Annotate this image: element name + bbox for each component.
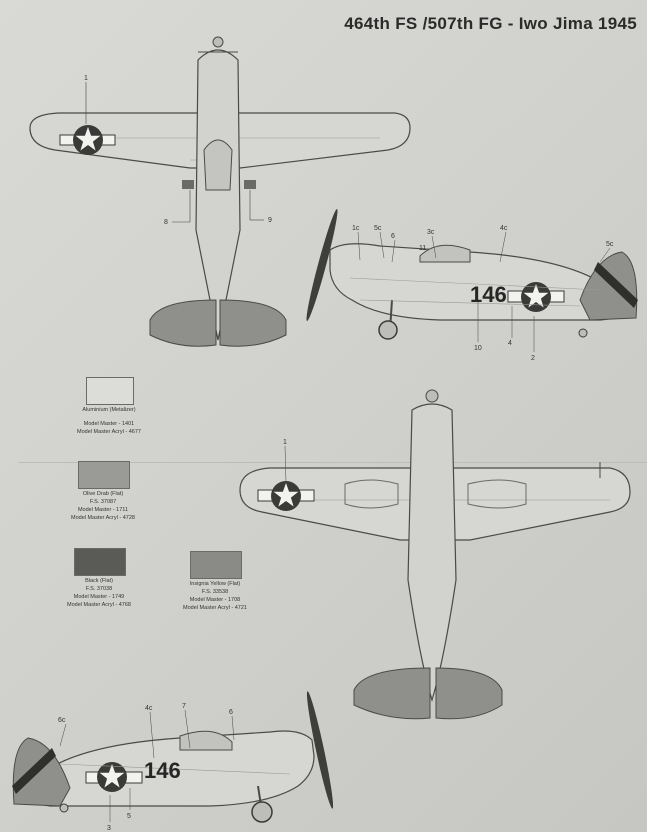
swatch-insignia-yellow (190, 551, 242, 579)
callout-side-right-1c: 1c (352, 225, 360, 232)
callout-side-right-4c: 4c (500, 225, 508, 232)
swatch-olive-drab-label (48, 490, 158, 522)
callout-side-right-4: 4 (508, 340, 512, 347)
callout-side-right-11: 11 (419, 245, 427, 252)
callout-side-right-10: 10 (474, 345, 482, 352)
swatch-olive-drab (78, 461, 130, 489)
swatch-black-fs: F.S. 37038 (85, 586, 113, 592)
swatch-olive-drab-fs: F.S. 37087 (89, 499, 117, 505)
page-title: 464th FS /507th FG - Iwo Jima 1945 (344, 14, 637, 33)
aircraft-code-left: 146 (144, 758, 181, 783)
swatch-aluminium-mm: Model Master - 1401 (83, 421, 135, 427)
swatch-olive-drab-mma: Model Master Acryl - 4728 (71, 515, 135, 521)
callout-top-1: 1 (84, 75, 88, 82)
swatch-insignia-yellow-fs: F.S. 33538 (201, 589, 229, 595)
callout-side-left-7: 7 (182, 703, 186, 710)
swatch-insignia-yellow-mma: Model Master Acryl - 4721 (183, 605, 247, 611)
swatch-insignia-yellow-name: Insignia Yellow (Flat) (189, 581, 241, 587)
callout-side-left-3: 3 (107, 825, 111, 832)
swatch-black-mma: Model Master Acryl - 4768 (67, 602, 131, 608)
callout-side-right-2: 2 (531, 355, 535, 362)
callout-side-left-6c: 6c (58, 717, 66, 724)
callout-side-right-5c: 5c (374, 225, 382, 232)
side-view-left-aircraft (12, 690, 336, 822)
callout-side-left-6: 6 (229, 709, 233, 716)
callout-side-left-4c: 4c (145, 705, 153, 712)
callout-top-8: 8 (164, 219, 168, 226)
swatch-insignia-yellow-label (160, 580, 270, 612)
swatch-black-name: Black (Flat) (85, 578, 113, 584)
callout-side-left-5: 5 (127, 813, 131, 820)
swatch-aluminium-name: Aluminium (Metalizer) (82, 407, 136, 413)
callout-side-right-3c: 3c (427, 229, 435, 236)
swatch-aluminium-mma: Model Master Acryl - 4677 (77, 429, 141, 435)
bottom-view-aircraft (240, 390, 630, 719)
swatch-olive-drab-name: Olive Drab (Flat) (82, 491, 124, 497)
swatch-olive-drab-mm: Model Master - 1711 (77, 507, 129, 513)
swatch-insignia-yellow-mm: Model Master - 1708 (189, 597, 241, 603)
callout-side-right-6: 6 (391, 233, 395, 240)
swatch-aluminium-label (54, 406, 164, 436)
swatch-black-label (44, 577, 154, 609)
callout-side-right-5c-tail: 5c (606, 241, 614, 248)
swatch-black-mm: Model Master - 1749 (73, 594, 125, 600)
callout-bottom-1: 1 (283, 439, 287, 446)
aircraft-code-right: 146 (470, 282, 507, 307)
swatch-aluminium (86, 377, 134, 405)
swatch-black (74, 548, 126, 576)
callout-top-9: 9 (268, 217, 272, 224)
